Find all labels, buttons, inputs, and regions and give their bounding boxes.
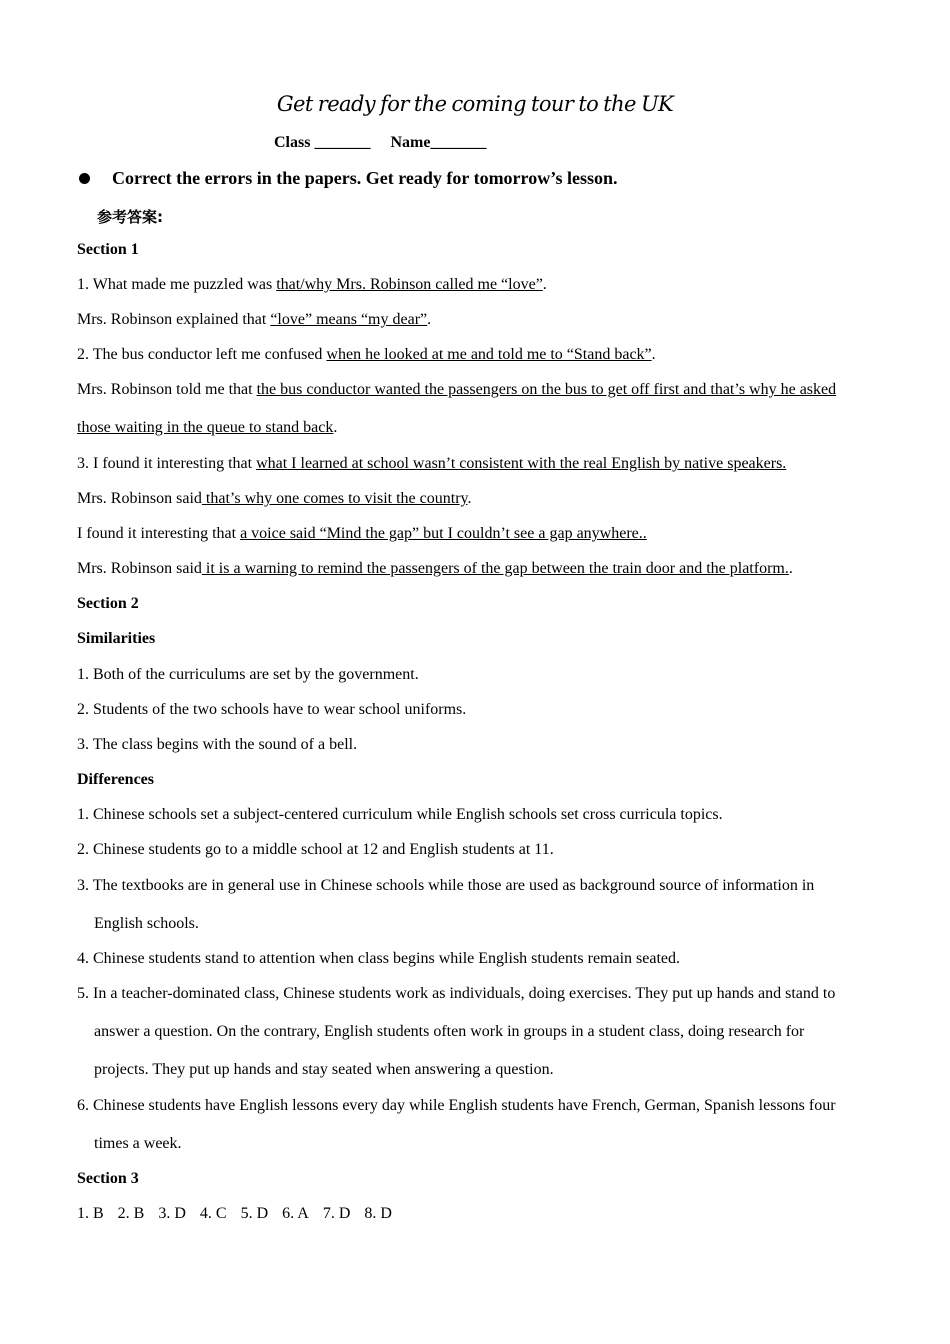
similarity-item: 3. The class begins with the sound of a bell. — [77, 736, 358, 753]
difference-item: 6. Chinese students have English lessons every day while English students have French, German, Spanish lessons four — [77, 1097, 836, 1114]
section-1-line: 2. The bus conductor left me confused when he looked at me and told me to “Stand back”. — [77, 346, 656, 363]
difference-item-continued: times a week. — [94, 1135, 182, 1152]
section-1-line: I found it interesting that a voice said “Mind the gap” but I couldn’t see a gap anywhere.. — [77, 525, 647, 542]
answer-item: 6. A — [282, 1205, 309, 1222]
class-field-label: Class _______ — [274, 134, 371, 151]
section-1-heading: Section 1 — [77, 241, 139, 258]
answer-row — [77, 1205, 406, 1223]
answer-item: 8. D — [364, 1205, 392, 1222]
section-1-line: 1. What made me puzzled was that/why Mrs. Robinson called me “love”. — [77, 276, 547, 293]
difference-item: 4. Chinese students stand to attention when class begins while English students remain seated. — [77, 950, 681, 967]
instruction-text: Correct the errors in the papers. Get ready for tomorrow’s lesson. — [112, 168, 618, 188]
difference-item: 3. The textbooks are in general use in Chinese schools while those are used as background source of information in — [77, 877, 815, 894]
difference-item-continued: answer a question. On the contrary, English students often work in groups in a student class, doing research for — [94, 1023, 805, 1040]
similarities-heading: Similarities — [77, 630, 156, 647]
section-1-line: 3. I found it interesting that what I learned at school wasn’t consistent with the real English by native speakers. — [77, 455, 787, 472]
similarity-item: 1. Both of the curriculums are set by the government. — [77, 666, 419, 683]
difference-item: 5. In a teacher-dominated class, Chinese students work as individuals, doing exercises. They put up hands and stand to — [77, 985, 836, 1002]
answer-item: 7. D — [322, 1205, 351, 1222]
class-name-line — [274, 134, 486, 152]
difference-item: 1. Chinese schools set a subject-centered curriculum while English schools set cross curricula topics. — [77, 806, 723, 823]
bullet-icon — [79, 173, 90, 184]
section-2-heading: Section 2 — [77, 595, 139, 612]
answer-item: 4. C — [199, 1205, 227, 1222]
answer-item: 5. D — [240, 1205, 269, 1222]
answer-item: 1. B — [77, 1205, 104, 1222]
instruction-item — [77, 168, 618, 189]
answer-key-label: 参考答案: — [97, 208, 163, 226]
difference-item-continued: projects. They put up hands and stay seated when answering a question. — [94, 1061, 554, 1078]
answer-item: 3. D — [158, 1205, 186, 1222]
differences-heading: Differences — [77, 771, 154, 788]
section-1-line: Mrs. Robinson told me that the bus conductor wanted the passengers on the bus to get off first and that’s why he asked — [77, 381, 837, 398]
name-field-label: Name_______ — [390, 134, 487, 151]
difference-item: 2. Chinese students go to a middle school at 12 and English students at 11. — [77, 841, 554, 858]
section-1-line: Mrs. Robinson explained that “love” means “my dear”. — [77, 311, 432, 328]
difference-item-continued: English schools. — [94, 915, 199, 932]
answer-item: 2. B — [117, 1205, 145, 1222]
section-1-line: Mrs. Robinson said that’s why one comes to visit the country. — [77, 490, 472, 507]
section-1-line: those waiting in the queue to stand back. — [77, 419, 338, 436]
section-3-heading: Section 3 — [77, 1170, 139, 1187]
section-1-line: Mrs. Robinson said it is a warning to remind the passengers of the gap between the train door and the platform.. — [77, 560, 793, 577]
page-title: Get ready for the coming tour to the UK — [276, 92, 674, 116]
similarity-item: 2. Students of the two schools have to wear school uniforms. — [77, 701, 467, 718]
